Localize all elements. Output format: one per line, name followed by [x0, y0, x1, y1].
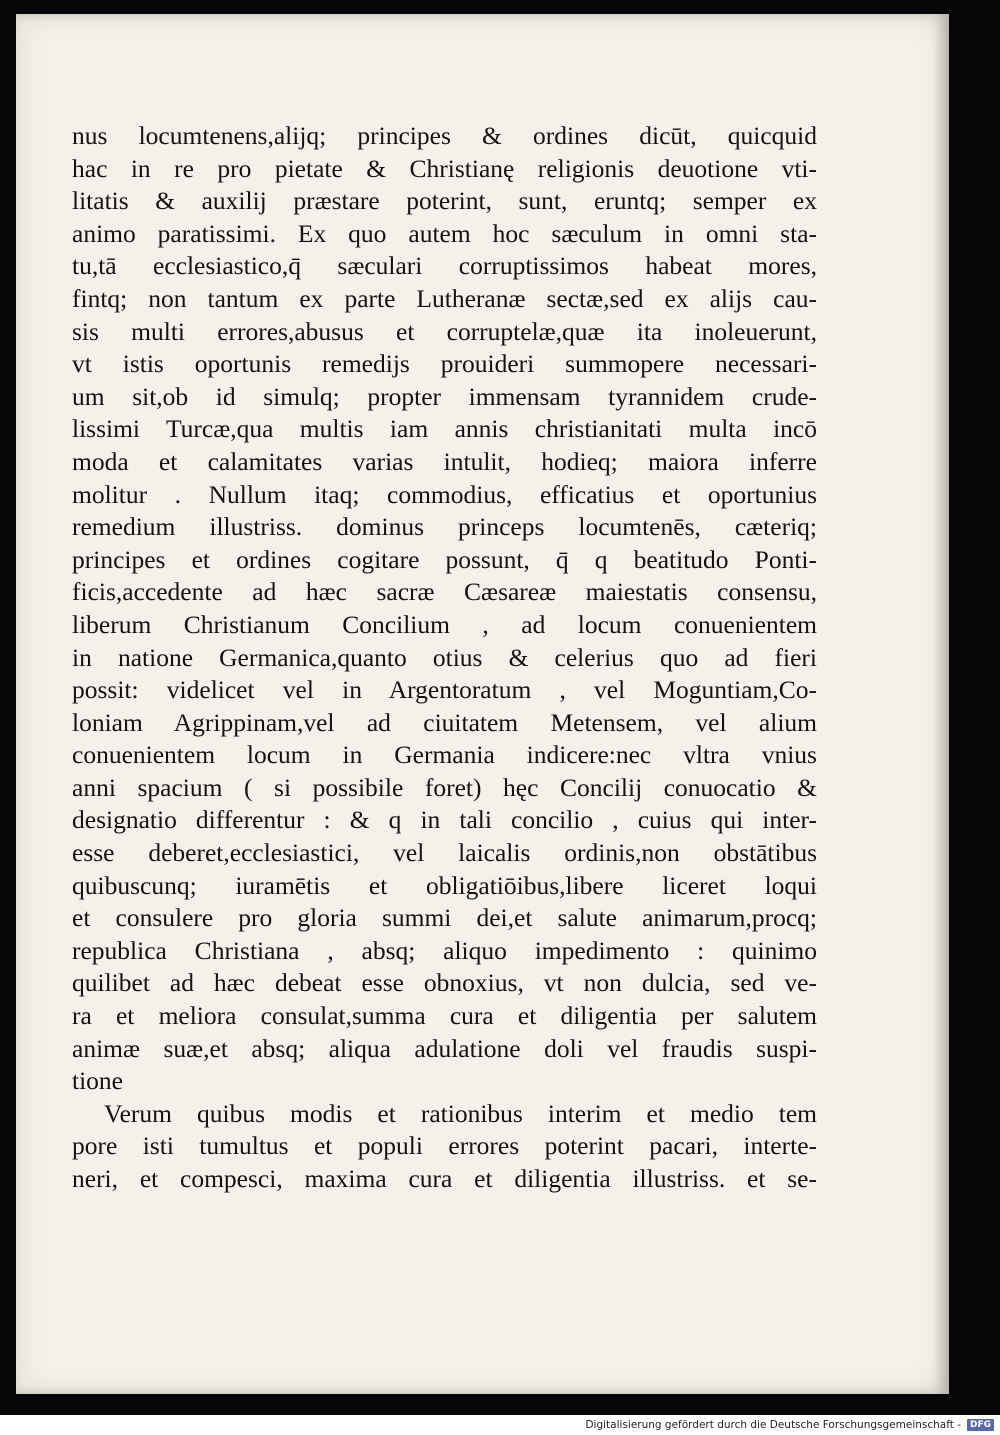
text-line: possit: videlicet vel in Argentoratum , vel Moguntiam,Co-	[72, 675, 817, 705]
text-line: republica Christiana , absq; aliquo impedimento : quinimo	[72, 935, 817, 965]
document-page	[16, 14, 949, 1394]
text-line: tione	[72, 1066, 123, 1096]
text-line: ficis,accedente ad hæc sacræ Cæsareæ maiestatis consensu,	[72, 577, 817, 607]
text-line: molitur . Nullum itaq; commodius, efficatius et oportunius	[72, 479, 817, 509]
dfg-logo-icon: DFG	[967, 1419, 994, 1431]
text-line: loniam Agrippinam,vel ad ciuitatem Metensem, vel alium	[72, 707, 817, 737]
text-line: hac in re pro pietate & Christianę religionis deuotione vti-	[72, 153, 817, 183]
funding-credit: Digitalisierung gefördert durch die Deutsche Forschungsgemeinschaft -	[585, 1419, 961, 1431]
text-line: anni spacium ( si possibile foret) hęc Concilij conuocatio &	[72, 772, 817, 802]
paragraph-start-line: Verum quibus modis et rationibus interim et medio tem	[104, 1098, 817, 1128]
text-line: neri, et compesci, maxima cura et diligentia illustriss. et se-	[72, 1164, 817, 1193]
text-line: fintq; non tantum ex parte Lutheranæ sectæ,sed ex alijs cau-	[72, 283, 817, 313]
text-line: quibuscunq; iuramētis et obligatiōibus,libere liceret loqui	[72, 870, 817, 900]
text-line: nus locumtenens,alijq; principes & ordines dicūt, quicquid	[72, 121, 817, 150]
text-line: animæ suæ,et absq; aliqua adulatione doli vel fraudis suspi-	[72, 1033, 817, 1063]
text-line: conuenientem locum in Germania indicere:nec vltra vnius	[72, 740, 817, 770]
text-line: designatio differentur : & q in tali concilio , cuius qui inter-	[72, 805, 817, 835]
text-line: quilibet ad hæc debeat esse obnoxius, vt non dulcia, sed ve-	[72, 968, 817, 998]
text-line: moda et calamitates varias intulit, hodieq; maiora inferre	[72, 446, 817, 476]
text-line: remedium illustriss. dominus princeps locumtenēs, cæteriq;	[72, 512, 817, 542]
text-line: in natione Germanica,quanto otius & celerius quo ad fieri	[72, 642, 817, 672]
text-line: animo paratissimi. Ex quo autem hoc sæculum in omni sta-	[72, 218, 817, 248]
text-line: liberum Christianum Concilium , ad locum conuenientem	[72, 609, 817, 639]
text-line: esse deberet,ecclesiastici, vel laicalis ordinis,non obstātibus	[72, 838, 817, 868]
text-line: tu,tā ecclesiastico,q̄ sæculari corruptissimos habeat mores,	[72, 251, 817, 281]
text-line: litatis & auxilij præstare poterint, sunt, eruntq; semper ex	[72, 186, 817, 216]
text-line: sis multi errores,abusus et corruptelæ,quæ ita inoleuerunt,	[72, 316, 817, 346]
text-line: vt istis oportunis remedijs prouideri summopere necessari-	[72, 349, 817, 379]
text-line: ra et meliora consulat,summa cura et diligentia per salutem	[72, 1001, 817, 1031]
text-line: pore isti tumultus et populi errores poterint pacari, interte-	[72, 1131, 817, 1161]
digitization-footer	[585, 1417, 994, 1433]
text-line: et consulere pro gloria summi dei,et salute animarum,procq;	[72, 903, 817, 933]
text-line: principes et ordines cogitare possunt, q̄ q beatitudo Ponti-	[72, 544, 817, 574]
page-text	[72, 120, 817, 1196]
text-line: um sit,ob id simulq; propter immensam tyrannidem crude-	[72, 381, 817, 411]
text-line: lissimi Turcæ,qua multis iam annis christianitati multa incō	[72, 414, 817, 444]
